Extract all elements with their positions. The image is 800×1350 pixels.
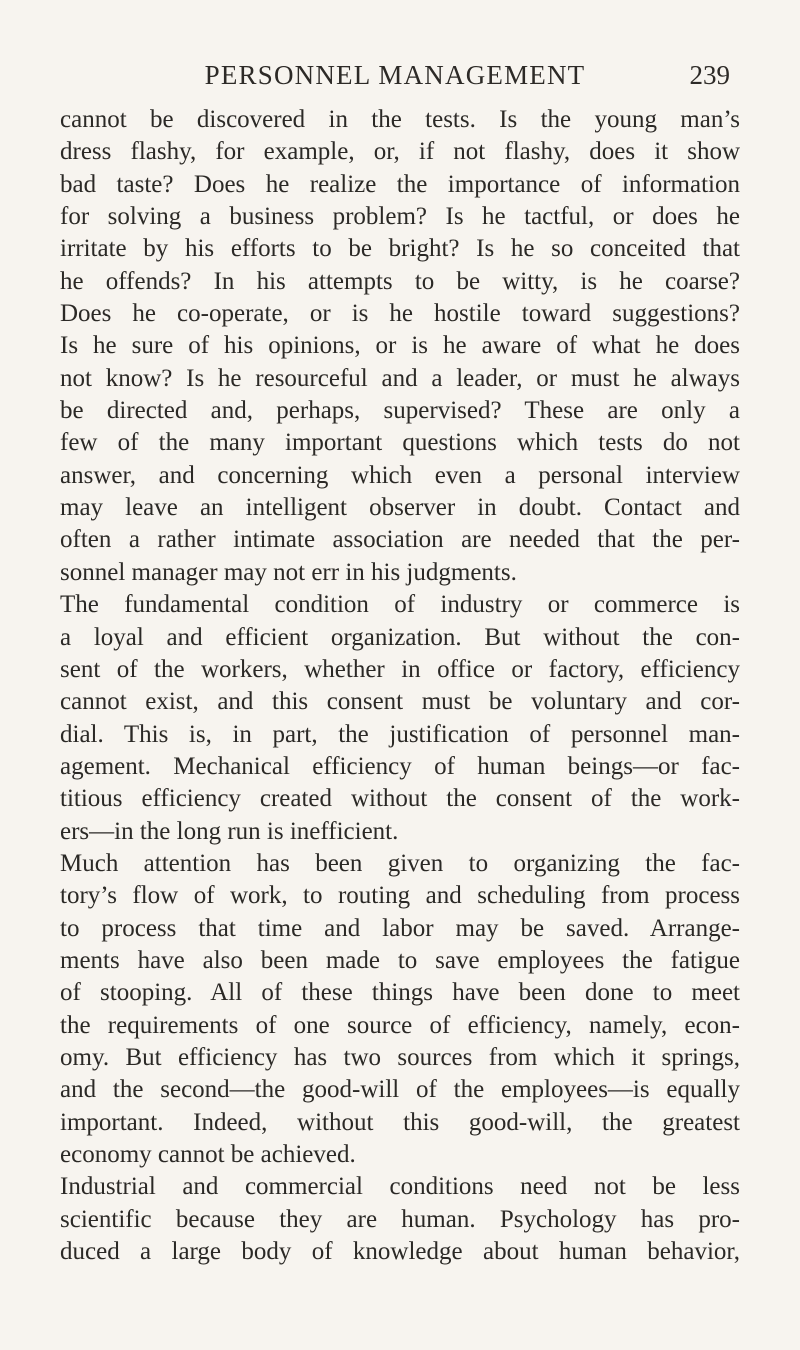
text-line: tory’s flow of work, to routing and scheduling from process [60, 882, 740, 910]
page-body [60, 104, 740, 1268]
text-line: may leave an intelligent observer in doubt. Contact and [60, 494, 740, 522]
text-line: Does he co-operate, or is he hostile toward suggestions? [60, 300, 740, 328]
text-line: bad taste? Does he realize the importance of information [60, 170, 740, 198]
page-number: 239 [689, 60, 730, 90]
text-line: not know? Is he resourceful and a leader, or must he always [60, 364, 740, 392]
text-line: for solving a business problem? Is he tactful, or does he [60, 203, 740, 231]
text-line: scientific because they are human. Psychology has pro- [60, 1205, 740, 1233]
text-line: irritate by his efforts to be bright? Is he so conceited that [60, 235, 740, 263]
text-line: of stooping. All of these things have been done to meet [60, 979, 740, 1007]
text-line: and the second—the good-will of the employees—is equally [60, 1076, 740, 1104]
text-line: Much attention has been given to organizing the fac- [60, 849, 740, 877]
page-header [60, 60, 730, 100]
text-line: dial. This is, in part, the justification of personnel man- [60, 720, 740, 748]
text-line: agement. Mechanical efficiency of human beings—or fac- [60, 752, 740, 780]
text-line: The fundamental condition of industry or commerce is [60, 591, 740, 619]
running-head: PERSONNEL MANAGEMENT [204, 60, 586, 90]
text-line: sent of the workers, whether in office or factory, efficiency [60, 655, 740, 683]
text-line: to process that time and labor may be saved. Arrange- [60, 914, 740, 942]
text-line: sonnel manager may not err in his judgments. [60, 558, 517, 586]
text-line: duced a large body of knowledge about human behavior, [60, 1238, 740, 1266]
text-line: cannot be discovered in the tests. Is the young man’s [60, 106, 740, 133]
text-line: dress flashy, for example, or, if not flashy, does it show [60, 138, 740, 166]
text-line: economy cannot be achieved. [60, 1141, 356, 1168]
text-line: ments have also been made to save employees the fatigue [60, 946, 740, 974]
text-line: omy. But efficiency has two sources from which it springs, [60, 1043, 740, 1071]
text-line: often a rather intimate association are needed that the per- [60, 526, 740, 554]
text-line: a loyal and efficient organization. But without the con- [60, 623, 740, 651]
text-line: titious efficiency created without the consent of the work- [60, 785, 740, 813]
text-line: cannot exist, and this consent must be voluntary and cor- [60, 688, 740, 716]
text-line: the requirements of one source of efficiency, namely, econ- [60, 1011, 740, 1039]
text-line: he offends? In his attempts to be witty, is he coarse? [60, 267, 740, 295]
text-line: few of the many important questions which tests do not [60, 429, 740, 457]
text-line: important. Indeed, without this good-will, the greatest [60, 1108, 740, 1136]
text-line: ers—in the long run is inefficient. [60, 817, 399, 845]
text-line: Industrial and commercial conditions need not be less [60, 1173, 740, 1201]
text-line: Is he sure of his opinions, or is he aware of what he does [60, 332, 740, 360]
text-line: be directed and, perhaps, supervised? These are only a [60, 397, 740, 425]
text-line: answer, and concerning which even a personal interview [60, 461, 740, 489]
